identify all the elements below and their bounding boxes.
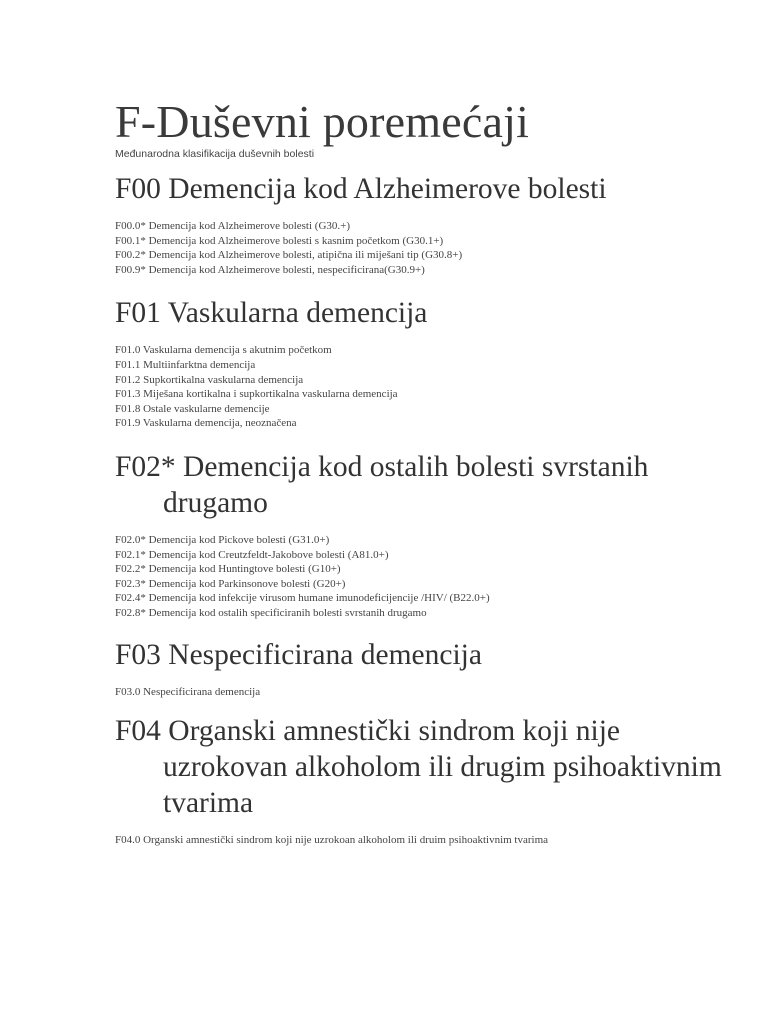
section-heading: F01 Vaskularna demencija xyxy=(115,297,428,330)
code-item: F00.9* Demencija kod Alzheimerove bolesti, nespecificirana(G30.9+) xyxy=(115,263,425,276)
page-title: F-Duševni poremećaji xyxy=(115,96,530,147)
code-item: F01.0 Vaskularna demencija s akutnim početkom xyxy=(115,344,332,357)
document-page xyxy=(115,96,735,848)
code-item: F00.1* Demencija kod Alzheimerove bolesti s kasnim početkom (G30.1+) xyxy=(115,234,444,247)
section-heading: F02* Demencija kod ostalih bolesti svrstanih drugamo xyxy=(115,450,649,519)
section-f04 xyxy=(115,713,735,848)
code-item: F01.3 Miješana kortikalna i supkortikalna vaskularna demencija xyxy=(115,388,398,401)
section-heading: F04 Organski amnestički sindrom koji nije uzrokovan alkoholom ili drugim psihoaktivnim tvarima xyxy=(115,715,722,820)
code-list xyxy=(115,219,735,277)
code-item: F02.2* Demencija kod Huntingtove bolesti (G10+) xyxy=(115,563,341,576)
page-subtitle: Međunarodna klasifikacija duševnih bolesti xyxy=(115,148,315,160)
code-item: F00.0* Demencija kod Alzheimerove bolesti (G30.+) xyxy=(115,220,351,232)
code-item: F02.4* Demencija kod infekcije virusom humane imunodeficijencije /HIV/ (B22.0+) xyxy=(115,592,490,605)
code-item: F01.9 Vaskularna demencija, neoznačena xyxy=(115,417,297,430)
code-item: F02.3* Demencija kod Parkinsonove bolesti (G20+) xyxy=(115,577,346,590)
code-item: F01.1 Multiinfarktna demencija xyxy=(115,358,256,371)
section-f01 xyxy=(115,295,735,431)
code-item: F02.0* Demencija kod Pickove bolesti (G31.0+) xyxy=(115,533,330,546)
code-list xyxy=(115,533,735,621)
code-item: F04.0 Organski amnestički sindrom koji nije uzrokoan alkoholom ili druim psihoaktivnim tvarima xyxy=(115,834,549,847)
code-item: F01.2 Supkortikalna vaskularna demencija xyxy=(115,373,304,386)
code-list xyxy=(115,833,735,848)
section-f00 xyxy=(115,171,735,277)
code-item: F00.2* Demencija kod Alzheimerove bolesti, atipična ili miješani tip (G30.8+) xyxy=(115,249,463,262)
section-heading: F00 Demencija kod Alzheimerove bolesti xyxy=(115,173,607,205)
code-item: F03.0 Nespecificirana demencija xyxy=(115,685,261,698)
code-item: F01.8 Ostale vaskularne demencije xyxy=(115,402,270,415)
section-heading: F03 Nespecificirana demencija xyxy=(115,638,482,671)
section-f03 xyxy=(115,637,735,700)
code-list xyxy=(115,343,735,431)
code-item: F02.1* Demencija kod Creutzfeldt-Jakobove bolesti (A81.0+) xyxy=(115,548,389,561)
code-list xyxy=(115,685,735,700)
code-item: F02.8* Demencija kod ostalih specificiranih bolesti svrstanih drugamo xyxy=(115,606,427,619)
section-f02 xyxy=(115,449,735,621)
